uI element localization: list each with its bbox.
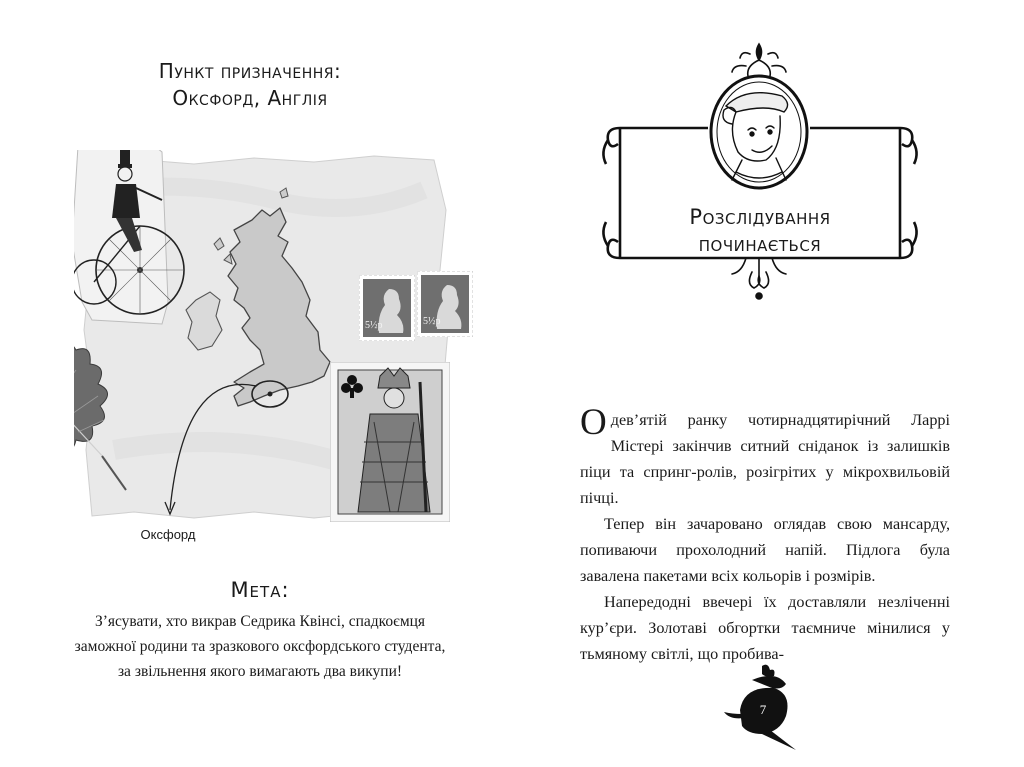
stamp-value: 5½p — [423, 316, 441, 327]
destination-line-1: Пункт призначення: — [158, 59, 342, 83]
chapter-title — [640, 204, 880, 258]
chapter-title-line-2: починається — [698, 232, 822, 256]
goal-heading: Мета: — [230, 578, 290, 602]
drop-cap: О — [580, 402, 607, 443]
postage-stamp — [417, 271, 473, 337]
paragraph-1-text: дев’ятій ранку чотирнадцятирічний Ларрі Містері закінчив ситний сніданок із залишків піци та спринг-ролів, розігрітих у мікрохвильовій пічці. — [580, 411, 950, 507]
chapter-frame-ornament — [596, 40, 922, 308]
paragraph-3: Напередодні ввечері їх доставляли незліченні кур’єри. Золотаві обгортки таємниче мінилися у тьмяному світлі, що пробива- — [580, 593, 950, 663]
goal-description: З’ясувати, хто викрав Седрика Квінсі, спадкоємця заможної родини та зразкового оксфордського студента, за звільнення якого вимагають два викупи! — [74, 613, 446, 680]
destination-heading — [100, 58, 400, 112]
king-of-clubs-card — [330, 362, 450, 522]
chapter-title-line-1: Розслідування — [689, 205, 831, 229]
paragraph-2: Тепер він зачаровано оглядав свою мансарду, попиваючи прохолодний напій. Підлога була завалена пакетами всіх кольорів і розмірів. — [580, 515, 950, 585]
destination-line-2: Оксфорд, Англія — [172, 86, 328, 110]
chapter-body-text — [580, 402, 950, 667]
paragraph-1 — [580, 402, 950, 511]
oxford-map-label: Оксфорд — [140, 527, 196, 542]
postage-stamp — [359, 275, 415, 341]
page-number: 7 — [759, 702, 767, 717]
stamp-value: 5½p — [365, 320, 383, 331]
